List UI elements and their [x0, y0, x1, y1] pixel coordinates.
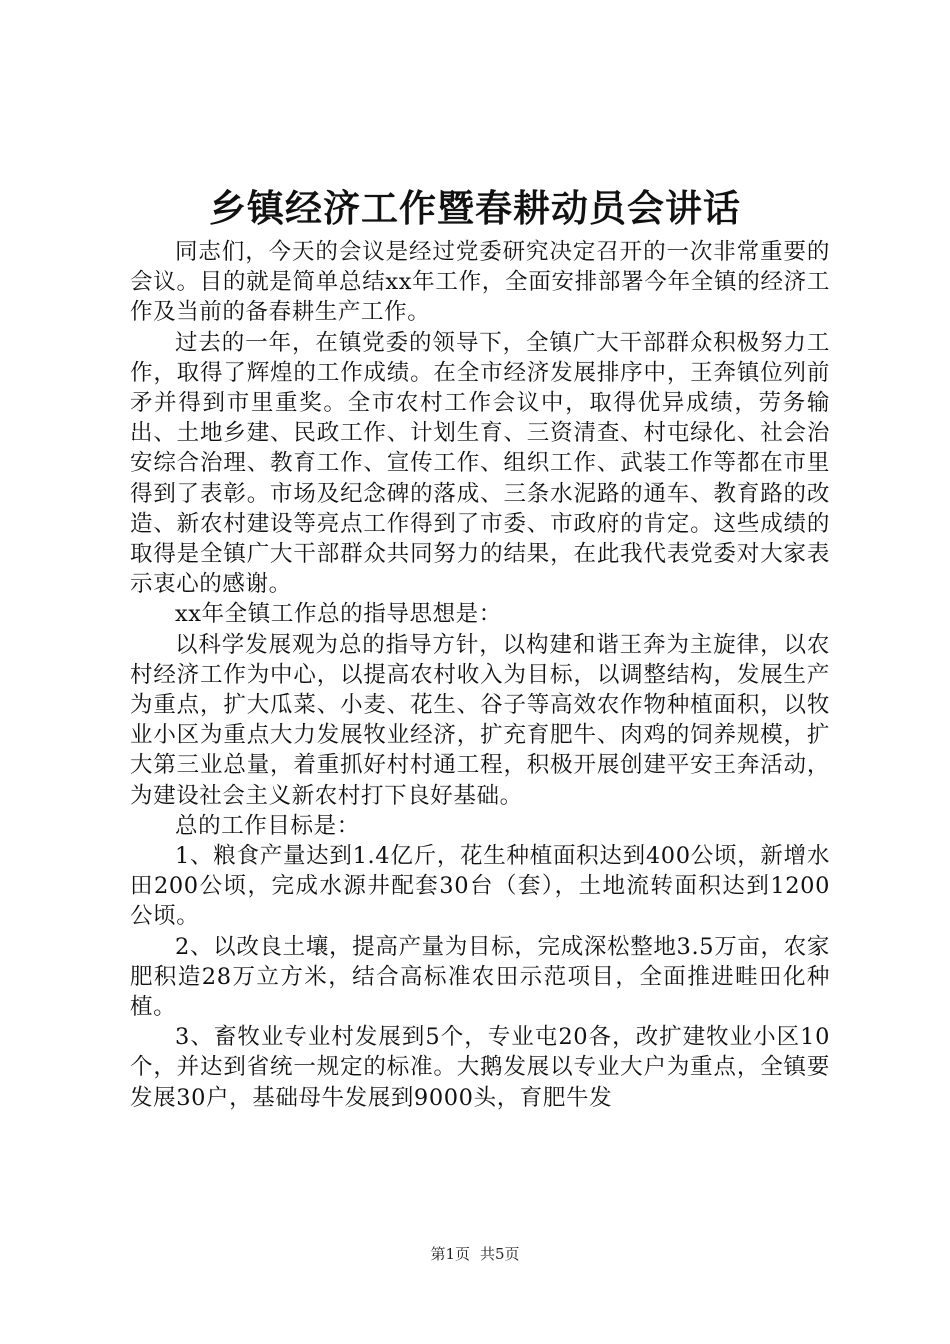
paragraph-guideline-heading: xx年全镇工作总的指导思想是： — [175, 601, 502, 628]
paragraph-guideline: 以科学发展观为总的指导方针，以构建和谐王奔为主旋律，以农村经济工作为中心，以提高农村收入为目标，以调整结构，发展生产为重点，扩大瓜菜、小麦、花生、谷子等高效农作物种植面积，以牧业小区为重点大力发展牧业经济，扩充育肥牛、肉鸡的饲养规模，扩大第三业总量，着重抓好村村通工程，积极开展创建平安王奔活动，为建设社会主义新农村打下良好基础。 — [130, 631, 830, 809]
paragraph-goal-3: 3、畜牧业专业村发展到5个，专业屯20各，改扩建牧业小区10个，并达到省统一规定的标准。大鹅发展以专业大户为重点，全镇要发展30户，基础母牛发展到9000头，育肥牛发 — [130, 1024, 830, 1111]
paragraph-goals-heading: 总的工作目标是： — [175, 812, 360, 839]
paragraph-goal-1: 1、粮食产量达到1.4亿斤，花生种植面积达到400公顷，新增水田200公顷，完成水源井配套30台（套），土地流转面积达到1200公顷。 — [130, 843, 830, 930]
paragraph-goal-2: 2、以改良土壤，提高产量为目标，完成深松整地3.5万亩，农家肥积造28万立方米，结合高标准农田示范项目，全面推进畦田化种植。 — [130, 933, 830, 1021]
paragraph-opening: 同志们，今天的会议是经过党委研究决定召开的一次非常重要的会议。目的就是简单总结xx年工作，全面安排部署今年全镇的经济工作及当前的备春耕生产工作。 — [130, 239, 830, 326]
paragraph-review: 过去的一年，在镇党委的领导下，全镇广大干部群众积极努力工作，取得了辉煌的工作成绩。在全市经济发展排序中，王奔镇位列前矛并得到市里重奖。全市农村工作会议中，取得优异成绩，劳务输出、土地乡建、民政工作、计划生育、三资清查、村屯绿化、社会治安综合治理、教育工作、宣传工作、组织工作、武装工作等都在市里得到了表彰。市场及纪念碑的落成、三条水泥路的通车、教育路的改造、新农村建设等亮点工作得到了市委、市政府的肯定。这些成绩的取得是全镇广大干部群众共同努力的结果，在此我代表党委对大家表示衷心的感谢。 — [130, 329, 830, 598]
page-total: 共5页 — [480, 1245, 520, 1263]
page-number: 第1页 — [430, 1245, 470, 1263]
document-body — [130, 237, 830, 1113]
page-footer — [0, 1244, 950, 1264]
document-title: 乡镇经济工作暨春耕动员会讲话 — [209, 187, 741, 230]
